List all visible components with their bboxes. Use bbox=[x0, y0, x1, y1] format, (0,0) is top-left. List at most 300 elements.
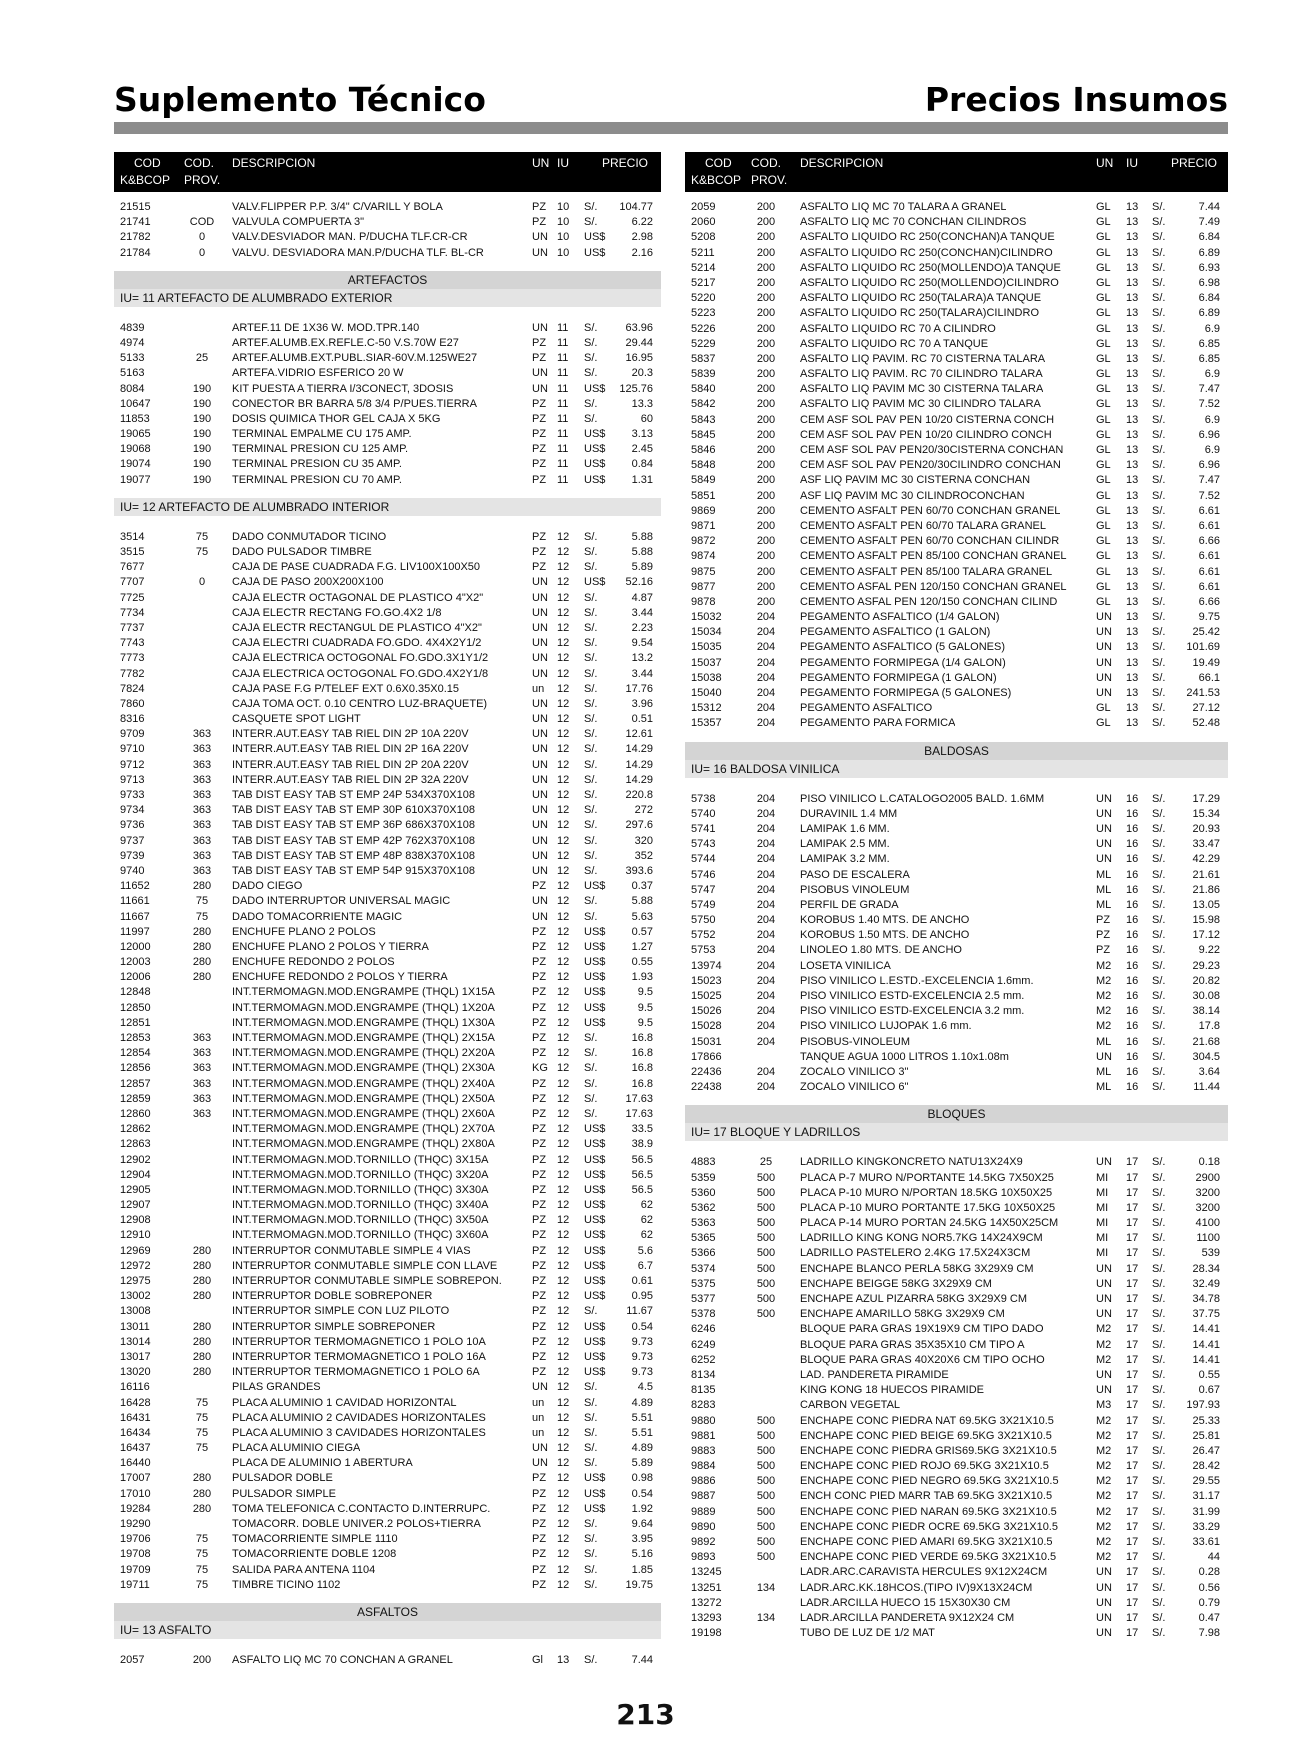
cell-price: 5.88 bbox=[631, 895, 653, 908]
cell-un: UN bbox=[532, 246, 548, 259]
cell-cod: 13020 bbox=[120, 1366, 151, 1379]
cell-cur: US$ bbox=[584, 1016, 606, 1029]
table-row bbox=[114, 473, 661, 488]
cell-price: 297.6 bbox=[625, 819, 653, 832]
cell-price: 13.2 bbox=[631, 652, 653, 665]
cell-iu: 16 bbox=[1126, 1020, 1139, 1033]
table-row bbox=[114, 636, 661, 651]
cell-un: UN bbox=[532, 834, 548, 847]
cell-prov: 500 bbox=[756, 1475, 776, 1488]
cell-desc: VALVU. DESVIADORA MAN.P/DUCHA TLF. BL-CR bbox=[232, 246, 484, 259]
cell-price: 1.27 bbox=[631, 940, 653, 953]
cell-prov: 280 bbox=[192, 1366, 212, 1379]
table-row bbox=[114, 667, 661, 682]
table-row bbox=[114, 1426, 661, 1441]
cell-cur: S/. bbox=[584, 713, 598, 726]
cell-un: M2 bbox=[1096, 1460, 1112, 1473]
cell-cod: 12969 bbox=[120, 1244, 151, 1257]
cell-iu: 13 bbox=[1126, 702, 1139, 715]
table-row bbox=[114, 215, 661, 230]
table-body bbox=[685, 200, 1228, 1641]
cell-un: M3 bbox=[1096, 1399, 1112, 1412]
cell-prov: 363 bbox=[192, 743, 212, 756]
table-row bbox=[685, 1216, 1228, 1231]
cell-cur: S/. bbox=[584, 864, 598, 877]
cell-desc: ASFALTO LIQUIDO RC 250(MOLLENDO)CILINDRO bbox=[800, 276, 1059, 289]
cell-cur: US$ bbox=[584, 1350, 606, 1363]
table-row bbox=[114, 1198, 661, 1213]
cell-iu: 17 bbox=[1126, 1399, 1139, 1412]
cell-prov: 204 bbox=[756, 717, 776, 730]
cell-iu: 13 bbox=[1126, 261, 1139, 274]
cell-desc: PISO VINILICO ESTD-EXCELENCIA 3.2 mm. bbox=[800, 1005, 1025, 1018]
table-row bbox=[685, 337, 1228, 352]
cell-desc: KOROBUS 1.50 MTS. DE ANCHO bbox=[800, 929, 970, 942]
cell-un: M2 bbox=[1096, 1551, 1112, 1564]
cell-cod: 7824 bbox=[120, 682, 145, 695]
cell-iu: 17 bbox=[1126, 1368, 1139, 1381]
cell-un: UN bbox=[532, 895, 548, 908]
cell-cur: S/. bbox=[1152, 1460, 1166, 1473]
table-row bbox=[114, 1517, 661, 1532]
cell-iu: 11 bbox=[557, 412, 569, 425]
cell-prov: 500 bbox=[756, 1444, 776, 1457]
cell-iu: 11 bbox=[557, 397, 569, 410]
cell-iu: 10 bbox=[557, 246, 570, 259]
cell-desc: PLACA ALUMINIO CIEGA bbox=[232, 1442, 361, 1455]
table-row bbox=[685, 1550, 1228, 1565]
cell-iu: 12 bbox=[557, 895, 570, 908]
cell-price: 11.44 bbox=[1193, 1081, 1220, 1094]
cell-desc: LADRILLO KINGKONCRETO NATU13X24X9 bbox=[800, 1156, 1023, 1169]
cell-cur: S/. bbox=[1152, 656, 1166, 669]
cell-desc: ASFALTO LIQUIDO RC 250(TALARA)CILINDRO bbox=[800, 307, 1040, 320]
cell-desc: INTERR.AUT.EASY TAB RIEL DIN 2P 16A 220V bbox=[232, 743, 469, 756]
cell-iu: 12 bbox=[557, 1305, 570, 1318]
cell-iu: 12 bbox=[557, 1138, 570, 1151]
table-row bbox=[114, 1547, 661, 1562]
cell-cod: 9874 bbox=[691, 550, 716, 563]
cell-cod: 12905 bbox=[120, 1183, 151, 1196]
cell-iu: 16 bbox=[1126, 838, 1139, 851]
cell-cur: US$ bbox=[584, 1214, 606, 1227]
table-row bbox=[114, 1137, 661, 1152]
table-row bbox=[114, 985, 661, 1000]
cell-un: PZ bbox=[532, 1032, 547, 1044]
cell-iu: 17 bbox=[1126, 1475, 1139, 1488]
table-header bbox=[114, 152, 661, 192]
cell-price: 42.29 bbox=[1192, 853, 1220, 866]
cell-cod: 9734 bbox=[120, 804, 145, 817]
header-rule bbox=[114, 122, 1228, 134]
cell-un: PZ bbox=[532, 1123, 547, 1136]
cell-price: 3.96 bbox=[631, 697, 653, 710]
cell-iu: 12 bbox=[557, 682, 570, 695]
cell-iu: 13 bbox=[1126, 398, 1139, 411]
table-row bbox=[114, 575, 661, 590]
cell-un: PZ bbox=[532, 1305, 547, 1318]
cell-cod: 5741 bbox=[691, 822, 716, 835]
cell-cur: S/. bbox=[1152, 216, 1166, 229]
cell-desc: TAB DIST EASY TAB ST EMP 42P 762X370X108 bbox=[232, 834, 475, 847]
cell-cur: S/. bbox=[584, 910, 598, 923]
cell-cod: 12859 bbox=[120, 1092, 151, 1105]
cell-desc: ENCHAPE CONC PIED NEGRO 69.5KG 3X21X10.5 bbox=[800, 1475, 1059, 1488]
cell-cur: S/. bbox=[1152, 1035, 1166, 1048]
cell-desc: ENCHUFE REDONDO 2 POLOS bbox=[232, 956, 395, 969]
table-row bbox=[685, 1231, 1228, 1246]
cell-cod: 19074 bbox=[120, 458, 151, 471]
cell-cod: 5163 bbox=[120, 367, 145, 380]
cell-price: 20.3 bbox=[631, 367, 653, 380]
cell-iu: 10 bbox=[557, 216, 570, 229]
cell-cod: 9890 bbox=[691, 1520, 716, 1533]
cell-prov: 204 bbox=[756, 792, 776, 805]
cell-cur: S/. bbox=[584, 546, 598, 558]
cell-desc: PEGAMENTO ASFALTICO (1/4 GALON) bbox=[800, 611, 1000, 624]
cell-iu: 12 bbox=[557, 1259, 570, 1272]
cell-prov: 75 bbox=[195, 910, 209, 923]
cell-prov: 363 bbox=[192, 789, 212, 801]
cell-cur: US$ bbox=[584, 1472, 606, 1485]
cell-price: 21.86 bbox=[1192, 883, 1220, 896]
cell-prov: 200 bbox=[756, 246, 776, 259]
cell-desc: ASFALTO LIQ PAVIM. RC 70 CILINDRO TALARA bbox=[800, 368, 1043, 381]
cell-un: UN bbox=[1096, 641, 1112, 654]
cell-un: M2 bbox=[1096, 1505, 1112, 1518]
cell-cur: S/. bbox=[1152, 428, 1166, 441]
cell-prov: 204 bbox=[756, 898, 776, 911]
cell-price: 13.3 bbox=[631, 397, 653, 410]
cell-un: UN bbox=[532, 606, 548, 619]
cell-prov: 280 bbox=[192, 1472, 212, 1485]
cell-cod: 13011 bbox=[120, 1320, 150, 1333]
subcategory-header: IU= 17 BLOQUE Y LADRILLOS bbox=[685, 1123, 1228, 1141]
table-row bbox=[685, 1505, 1228, 1520]
cell-cod: 9713 bbox=[120, 773, 145, 786]
cell-cur: US$ bbox=[584, 971, 606, 984]
cell-cur: S/. bbox=[1152, 1201, 1166, 1214]
cell-cur: S/. bbox=[1152, 489, 1166, 502]
cell-cur: S/. bbox=[584, 216, 598, 229]
table-row bbox=[685, 519, 1228, 534]
cell-cod: 12853 bbox=[120, 1032, 151, 1044]
cell-price: 4100 bbox=[1195, 1217, 1220, 1230]
cell-cur: S/. bbox=[1152, 368, 1166, 381]
cell-un: UN bbox=[1096, 1308, 1112, 1321]
subcategory-header: IU= 11 ARTEFACTO DE ALUMBRADO EXTERIOR bbox=[114, 289, 661, 307]
cell-price: 66.1 bbox=[1198, 671, 1220, 684]
table-row bbox=[685, 565, 1228, 580]
cell-cur: US$ bbox=[584, 1229, 606, 1242]
cell-price: 6.66 bbox=[1198, 595, 1220, 608]
cell-cur: S/. bbox=[584, 834, 598, 847]
cell-un: UN bbox=[1096, 626, 1112, 639]
cell-iu: 16 bbox=[1126, 1065, 1139, 1078]
cell-iu: 13 bbox=[1126, 246, 1139, 259]
cell-un: M2 bbox=[1096, 1323, 1112, 1336]
cell-cod: 15035 bbox=[691, 641, 722, 654]
page-number: 213 bbox=[616, 1698, 675, 1731]
cell-iu: 12 bbox=[557, 1518, 570, 1530]
cell-price: 0.61 bbox=[631, 1275, 653, 1287]
cell-un: PZ bbox=[1096, 944, 1111, 957]
table-row bbox=[685, 473, 1228, 488]
cell-iu: 12 bbox=[557, 1457, 570, 1470]
cell-price: 56.5 bbox=[631, 1183, 653, 1196]
cell-un: GL bbox=[1096, 368, 1111, 381]
cell-price: 304.5 bbox=[1192, 1050, 1220, 1063]
cell-un: GL bbox=[1096, 535, 1111, 548]
table-row bbox=[685, 1004, 1228, 1019]
cell-price: 17.63 bbox=[625, 1107, 653, 1120]
table-row bbox=[685, 413, 1228, 428]
cell-price: 3.95 bbox=[631, 1533, 653, 1546]
cell-un: UN bbox=[1096, 1566, 1112, 1579]
cell-iu: 17 bbox=[1126, 1277, 1139, 1290]
cell-prov: 0 bbox=[198, 231, 206, 244]
cell-prov: 75 bbox=[195, 1442, 209, 1455]
cell-iu: 12 bbox=[557, 530, 570, 543]
cell-cod: 10647 bbox=[120, 397, 151, 410]
cell-price: 25.42 bbox=[1192, 626, 1220, 639]
cell-un: UN bbox=[1096, 853, 1112, 866]
cell-cur: US$ bbox=[584, 986, 606, 999]
cell-cod: 7773 bbox=[120, 652, 145, 665]
cell-price: 5.88 bbox=[631, 546, 653, 558]
cell-desc: PISOBUS-VINOLEUM bbox=[800, 1035, 911, 1048]
cell-price: 5.88 bbox=[631, 530, 653, 543]
cell-cod: 5374 bbox=[691, 1262, 716, 1275]
cell-un: M2 bbox=[1096, 1020, 1112, 1033]
cell-cod: 5840 bbox=[691, 383, 716, 396]
cell-un: GL bbox=[1096, 550, 1111, 563]
table-row bbox=[114, 1077, 661, 1092]
cell-prov: 500 bbox=[756, 1201, 776, 1214]
cell-price: 29.55 bbox=[1192, 1475, 1220, 1488]
cell-cod: 15025 bbox=[691, 990, 722, 1002]
table-row bbox=[685, 200, 1228, 215]
cell-desc: ARTEFA.VIDRIO ESFERICO 20 W bbox=[232, 367, 404, 380]
cell-iu: 12 bbox=[557, 1077, 570, 1090]
cell-prov: 200 bbox=[756, 565, 776, 578]
cell-desc: PLACA ALUMINIO 2 CAVIDADES HORIZONTALES bbox=[232, 1411, 486, 1424]
cell-prov: 134 bbox=[756, 1611, 776, 1624]
cell-cod: 11652 bbox=[120, 880, 150, 893]
cell-cur: US$ bbox=[584, 473, 606, 486]
cell-cod: 13293 bbox=[691, 1611, 722, 1624]
cell-cod: 19068 bbox=[120, 443, 151, 456]
table-row bbox=[114, 1578, 661, 1593]
cell-iu: 16 bbox=[1126, 853, 1139, 866]
cell-iu: 12 bbox=[557, 849, 570, 862]
cell-iu: 17 bbox=[1126, 1596, 1139, 1609]
cell-un: MI bbox=[1096, 1247, 1109, 1260]
cell-cur: US$ bbox=[584, 1123, 606, 1136]
cell-cod: 2057 bbox=[120, 1653, 145, 1666]
cell-un: UN bbox=[1096, 1277, 1112, 1290]
cell-price: 241.53 bbox=[1186, 687, 1220, 699]
cell-price: 2.16 bbox=[631, 246, 653, 259]
cell-cod: 7737 bbox=[120, 621, 145, 634]
cell-un: GL bbox=[1096, 337, 1111, 350]
cell-price: 2.23 bbox=[631, 621, 653, 634]
cell-prov: 200 bbox=[756, 519, 776, 532]
table-row bbox=[114, 864, 661, 879]
table-row bbox=[685, 716, 1228, 731]
table-row bbox=[685, 989, 1228, 1004]
cell-un: UN bbox=[1096, 611, 1112, 624]
cell-desc: TUBO DE LUZ DE 1/2 MAT bbox=[800, 1627, 935, 1640]
cell-price: 7.52 bbox=[1198, 489, 1220, 502]
cell-cod: 5747 bbox=[691, 883, 716, 896]
cell-iu: 17 bbox=[1126, 1323, 1139, 1336]
cell-desc: PEGAMENTO FORMIPEGA (1 GALON) bbox=[800, 671, 997, 684]
cell-cod: 12003 bbox=[120, 956, 151, 969]
cell-prov: 204 bbox=[756, 914, 776, 927]
cell-cur: S/. bbox=[584, 849, 598, 862]
cell-prov: 363 bbox=[192, 758, 212, 771]
cell-desc: ARTEF.11 DE 1X36 W. MOD.TPR.140 bbox=[232, 321, 420, 334]
cell-un: PZ bbox=[532, 473, 547, 486]
cell-un: GL bbox=[1096, 580, 1111, 593]
cell-cur: S/. bbox=[584, 1396, 598, 1409]
cell-price: 220.8 bbox=[625, 789, 653, 801]
cell-price: 60 bbox=[640, 412, 653, 425]
cell-desc: LADR.ARCILLA HUECO 15 15X30X30 CM bbox=[800, 1596, 1011, 1609]
cell-price: 2.45 bbox=[631, 443, 653, 456]
table-row bbox=[685, 1414, 1228, 1429]
cell-iu: 12 bbox=[557, 1290, 570, 1303]
cell-price: 0.56 bbox=[1198, 1581, 1220, 1594]
cell-un: M2 bbox=[1096, 959, 1112, 972]
cell-cod: 19290 bbox=[120, 1518, 151, 1530]
cell-un: MI bbox=[1096, 1217, 1109, 1230]
cell-prov: 500 bbox=[756, 1293, 776, 1305]
table-row bbox=[685, 276, 1228, 291]
cell-cod: 12910 bbox=[120, 1229, 151, 1242]
cell-price: 6.61 bbox=[1198, 519, 1220, 532]
cell-prov: 280 bbox=[192, 1487, 212, 1500]
cell-cur: US$ bbox=[584, 576, 606, 589]
cell-price: 393.6 bbox=[625, 864, 653, 877]
cell-iu: 13 bbox=[1126, 231, 1139, 244]
table-row bbox=[114, 427, 661, 442]
cell-price: 9.64 bbox=[631, 1518, 653, 1530]
cell-prov: 75 bbox=[195, 1426, 209, 1439]
cell-un: GL bbox=[1096, 261, 1111, 274]
cell-price: 52.48 bbox=[1192, 717, 1220, 730]
cell-iu: 13 bbox=[1126, 489, 1139, 502]
cell-cur: S/. bbox=[1152, 595, 1166, 608]
cell-price: 5.89 bbox=[631, 561, 653, 574]
table-row bbox=[114, 1320, 661, 1335]
cell-cur: S/. bbox=[1152, 1581, 1166, 1594]
table-row bbox=[114, 336, 661, 351]
cell-un: UN bbox=[1096, 671, 1112, 684]
cell-cur: US$ bbox=[584, 1153, 606, 1166]
header-prov: PROV. bbox=[184, 173, 221, 187]
cell-prov: 200 bbox=[756, 504, 776, 517]
cell-iu: 16 bbox=[1126, 1050, 1139, 1063]
cell-cur: S/. bbox=[584, 1077, 598, 1090]
cell-cur: S/. bbox=[1152, 535, 1166, 548]
cell-desc: PASO DE ESCALERA bbox=[800, 868, 910, 881]
cell-desc: PISOBUS VINOLEUM bbox=[800, 883, 910, 896]
table-header bbox=[685, 152, 1228, 192]
cell-desc: ENCHAPE BEIGGE 58KG 3X29X9 CM bbox=[800, 1277, 992, 1290]
cell-cod: 12854 bbox=[120, 1047, 151, 1060]
cell-desc: ASFALTO LIQ PAVIM. RC 70 CISTERNA TALARA bbox=[800, 352, 1046, 365]
cell-cod: 5366 bbox=[691, 1247, 716, 1260]
cell-price: 0.55 bbox=[1198, 1368, 1220, 1381]
cell-un: UN bbox=[532, 910, 548, 923]
cell-cur: S/. bbox=[1152, 1490, 1166, 1503]
cell-prov: 204 bbox=[756, 1065, 776, 1078]
cell-desc: PEGAMENTO ASFALTICO (5 GALONES) bbox=[800, 641, 1005, 654]
cell-desc: INTERRUPTOR DOBLE SOBREPONER bbox=[232, 1290, 433, 1303]
cell-cur: S/. bbox=[1152, 1262, 1166, 1275]
cell-price: 9.75 bbox=[1198, 611, 1220, 624]
cell-un: UN bbox=[532, 637, 548, 650]
cell-un: UN bbox=[532, 1381, 548, 1394]
cell-cod: 5208 bbox=[691, 231, 716, 244]
cell-desc: ENCHUFE PLANO 2 POLOS bbox=[232, 925, 376, 938]
cell-cur: S/. bbox=[1152, 1520, 1166, 1533]
cell-iu: 17 bbox=[1126, 1566, 1139, 1579]
cell-desc: CARBON VEGETAL bbox=[800, 1399, 901, 1412]
cell-price: 5.6 bbox=[637, 1244, 653, 1257]
cell-cur: S/. bbox=[1152, 1005, 1166, 1018]
cell-prov: 363 bbox=[192, 773, 212, 786]
cell-cur: S/. bbox=[584, 621, 598, 634]
cell-price: 5.51 bbox=[631, 1411, 653, 1424]
cell-desc: ZOCALO VINILICO 3" bbox=[800, 1065, 909, 1078]
cell-price: 4.87 bbox=[631, 591, 653, 604]
table-row bbox=[114, 442, 661, 457]
cell-cod: 13974 bbox=[691, 959, 722, 972]
cell-prov: 204 bbox=[756, 990, 776, 1002]
cell-cod: 12856 bbox=[120, 1062, 151, 1075]
table-row bbox=[114, 1335, 661, 1350]
cell-un: M2 bbox=[1096, 1475, 1112, 1488]
cell-price: 3.44 bbox=[631, 606, 653, 619]
cell-desc: SALIDA PARA ANTENA 1104 bbox=[232, 1563, 376, 1576]
cell-price: 6.9 bbox=[1204, 368, 1220, 381]
cell-desc: CAJA ELECTR RECTANGUL DE PLASTICO 4"X2" bbox=[232, 621, 482, 634]
cell-un: PZ bbox=[532, 940, 547, 953]
cell-cod: 12862 bbox=[120, 1123, 151, 1136]
cell-cod: 13008 bbox=[120, 1305, 151, 1318]
cell-iu: 13 bbox=[1126, 368, 1139, 381]
cell-iu: 12 bbox=[557, 1123, 570, 1136]
cell-cur: S/. bbox=[584, 1457, 598, 1470]
cell-cur: S/. bbox=[1152, 1247, 1166, 1260]
cell-cur: S/. bbox=[1152, 398, 1166, 411]
cell-cur: S/. bbox=[584, 1548, 598, 1561]
cell-price: 17.29 bbox=[1192, 792, 1220, 805]
cell-cod: 9875 bbox=[691, 565, 716, 578]
cell-prov: 204 bbox=[756, 656, 776, 669]
table-row bbox=[114, 773, 661, 788]
cell-cod: 5365 bbox=[691, 1232, 716, 1245]
cell-un: MI bbox=[1096, 1186, 1109, 1199]
cell-un: UN bbox=[1096, 838, 1112, 851]
cell-desc: INT.TERMOMAGN.MOD.ENGRAMPE (THQL) 1X15A bbox=[232, 986, 495, 999]
cell-un: UN bbox=[532, 773, 548, 786]
cell-cod: 13251 bbox=[691, 1581, 722, 1594]
cell-desc: INT.TERMOMAGN.MOD.ENGRAMPE (THQL) 2X80A bbox=[232, 1138, 495, 1151]
